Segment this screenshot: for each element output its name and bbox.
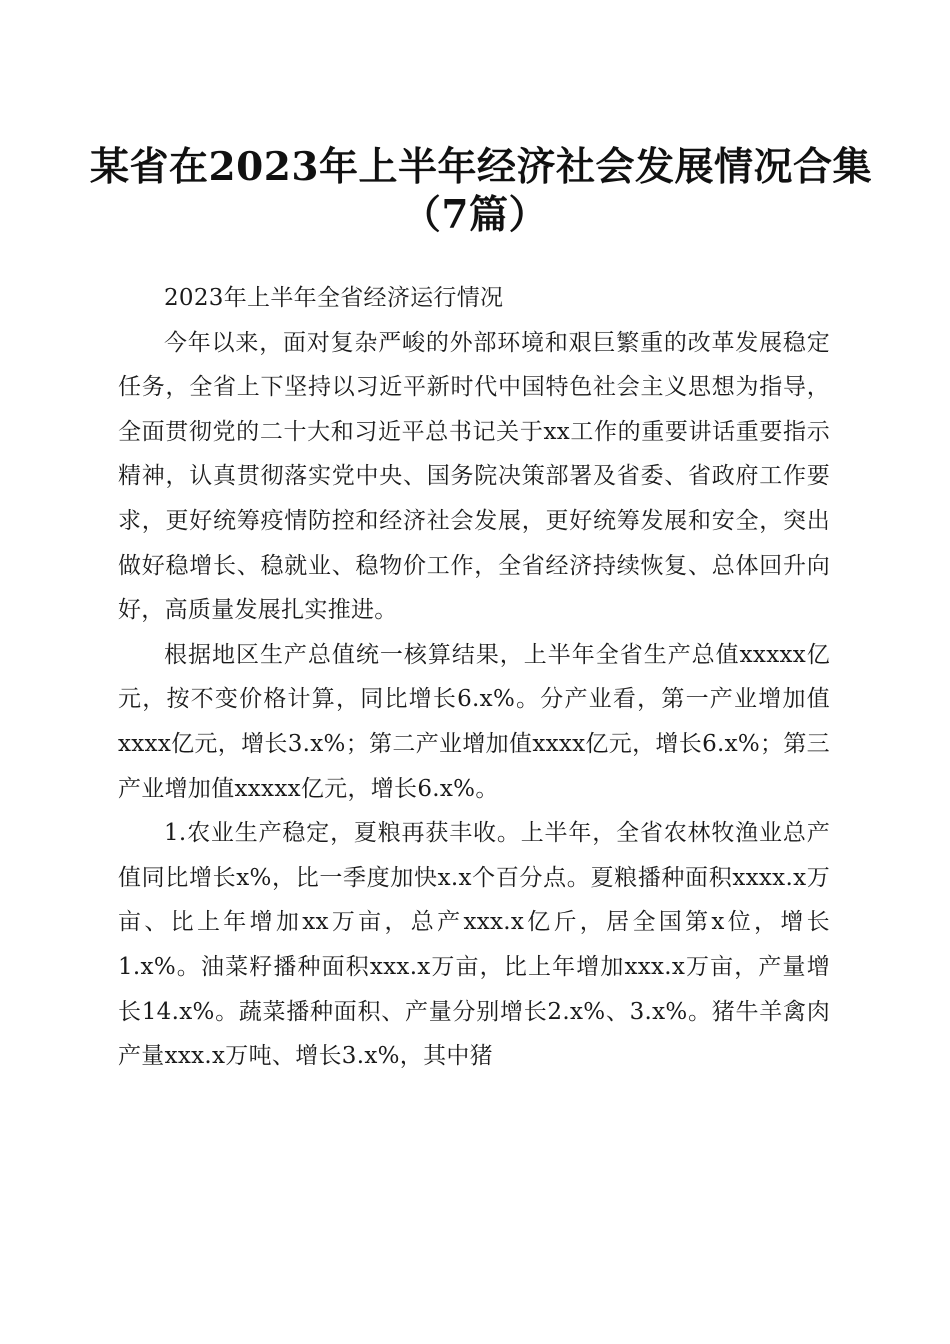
document-subtitle: （7篇） xyxy=(401,192,549,238)
paragraph: 1.农业生产稳定，夏粮再获丰收。上半年，全省农林牧渔业总产值同比增长x%，比一季度加快x.x个百分点。夏粮播种面积xxxx.x万亩、比上年增加xx万亩，总产xxx.x亿斤，居全国第x位，增长1.x%。油菜籽播种面积xxx.x万亩，比上年增加xxx.x万亩，产量增长14.x%。蔬菜播种面积、产量分别增长2.x%、3.x%。猪牛羊禽肉产量xxx.x万吨、增长3.x%，其中猪 xyxy=(118,820,830,1070)
section-heading: 2023年上半年全省经济运行情况 xyxy=(164,285,504,311)
paragraph: 根据地区生产总值统一核算结果，上半年全省生产总值xxxxx亿元，按不变价格计算，同比增长6.x%。分产业看，第一产业增加值xxxx亿元，增长3.x%；第二产业增加值xxxx亿元，增长6.x%；第三产业增加值xxxxx亿元，增长6.x%。 xyxy=(118,641,830,802)
paragraph: 今年以来，面对复杂严峻的外部环境和艰巨繁重的改革发展稳定任务，全省上下坚持以习近平新时代中国特色社会主义思想为指导，全面贯彻党的二十大和习近平总书记关于xx工作的重要讲话重要指示精神，认真贯彻落实党中央、国务院决策部署及省委、省政府工作要求，更好统筹疫情防控和经济社会发展，更好统筹发展和安全，突出做好稳增长、稳就业、稳物价工作，全省经济持续恢复、总体回升向好，高质量发展扎实推进。 xyxy=(118,329,830,624)
document-title: 某省在2023年上半年经济社会发展情况合集 xyxy=(90,144,873,190)
document-body xyxy=(118,276,830,1079)
